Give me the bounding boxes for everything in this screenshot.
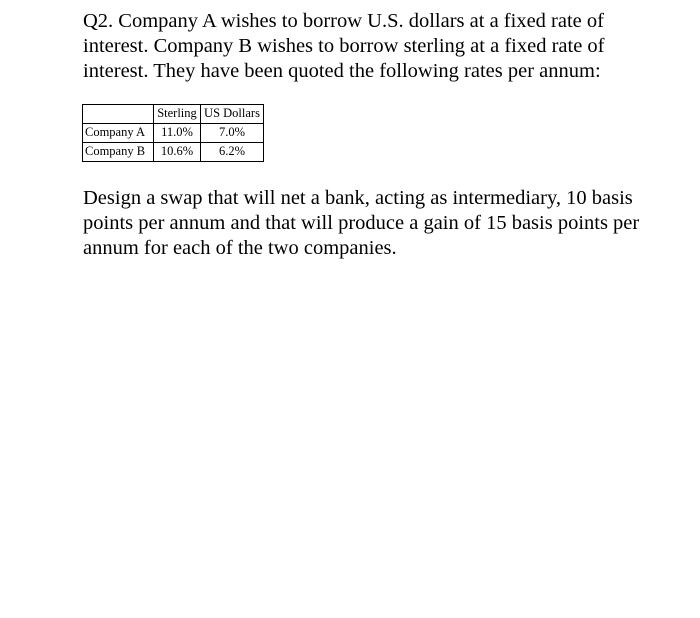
company-b-usd-rate: 6.2%: [201, 143, 264, 162]
row-label-company-b: Company B: [83, 143, 154, 162]
header-sterling: Sterling: [154, 105, 201, 124]
company-a-sterling-rate: 11.0%: [154, 124, 201, 143]
table-row: [83, 124, 264, 143]
task-text: Design a swap that will net a bank, acting as intermediary, 10 basis points per annum and that will produce a gain of 15 basis points per annum for each of the two companies.: [83, 187, 640, 259]
question-text: Q2. Company A wishes to borrow U.S. dollars at a fixed rate of interest. Company B wishes to borrow sterling at a fixed rate of interest. They have been quoted the following rates per annum:: [83, 10, 605, 82]
rates-table: [82, 104, 264, 162]
header-us-dollars: US Dollars: [201, 105, 264, 124]
row-label-company-a: Company A: [83, 124, 154, 143]
company-b-sterling-rate: 10.6%: [154, 143, 201, 162]
company-a-usd-rate: 7.0%: [201, 124, 264, 143]
table-row: [83, 143, 264, 162]
table-header-row: [83, 105, 264, 124]
header-empty-cell: [83, 105, 154, 124]
